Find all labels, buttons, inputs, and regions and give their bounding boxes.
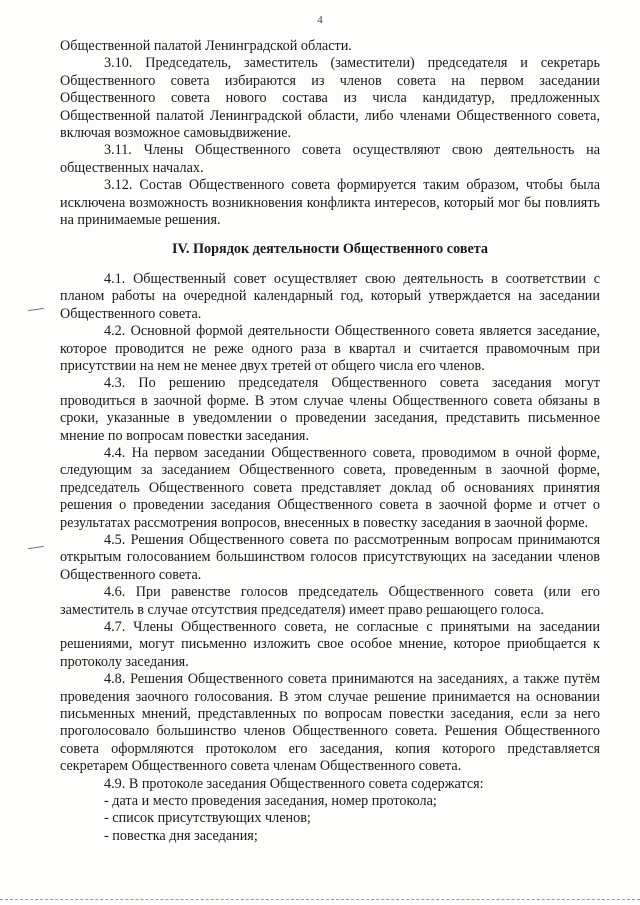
list-item: - список присутствующих членов; <box>104 810 311 827</box>
paragraph-4-3: 4.3. По решению председателя Общественного совета заседания могут проводиться в заочной форме. В этом случае члены Общественного совета обязаны в сроки, указанные в уведомлении о проведении заседания, представить письменное мнение по вопросам повестки заседания. <box>60 375 600 444</box>
page-number: 4 <box>317 14 323 26</box>
paragraph-4-1: 4.1. Общественный совет осуществляет свою деятельность в соответствии с планом работы на очередной календарный год, который утверждается на заседании Общественного совета. <box>60 270 600 322</box>
document-body <box>60 38 600 845</box>
paragraph-4-9: 4.9. В протоколе заседания Общественного совета содержатся: <box>104 775 484 792</box>
paragraph-4-7: 4.7. Члены Общественного совета, не согласные с принятыми на заседании решениями, могут письменно изложить свое особое мнение, которое приобщается к протоколу заседания. <box>60 619 600 670</box>
paragraph-4-6: 4.6. При равенстве голосов председатель Общественного совета (или его заместитель в случае отсутствия председателя) имеет право решающего голоса. <box>60 584 600 618</box>
paragraph-3-12: 3.12. Состав Общественного совета формируется таким образом, чтобы была исключена возможность возникновения конфликта интересов, который мог бы повлиять на принимаемые решения. <box>60 177 600 229</box>
list-item: - дата и место проведения заседания, номер протокола; <box>104 793 437 810</box>
margin-mark <box>28 308 44 312</box>
list-item: - повестка дня заседания; <box>104 827 258 844</box>
paragraph-4-5: 4.5. Решения Общественного совета по рассмотренным вопросам принимаются открытым голосованием большинством голосов присутствующих на заседании членов Общественного совета. <box>60 531 600 583</box>
lead-paragraph: Общественной палатой Ленинградской области. <box>60 38 352 54</box>
section-heading: IV. Порядок деятельности Общественного совета <box>171 241 489 258</box>
margin-mark <box>28 546 44 550</box>
paragraph-4-4: 4.4. На первом заседании Общественного совета, проводимом в очной форме, следующим за заседанием Общественного совета, проведенным в заочной форме, председатель Общественного совета представляет доклад об основаниях принятия решения о проведении заседания Общественного совета в заочной форме и отчет о результатах рассмотрения вопросов, внесенных в повестку заседания в заочной форме. <box>60 444 600 531</box>
paragraph-4-2: 4.2. Основной формой деятельности Общественного совета является заседание, которое проводится не реже одного раза в квартал и считается правомочным при присутствии на нем не менее двух третей от общего числа его членов. <box>60 323 600 374</box>
paragraph-4-8: 4.8. Решения Общественного совета принимаются на заседаниях, а также путём проведения заочного голосования. В этом случае решение принимается на основании письменных мнений, представленных по вопросам повестки заседания, если за него проголосовало большинство членов Общественного совета. Решения Общественного совета оформляются протоколом его заседания, копия которого представляется секретарем Общественного совета членам Общественного совета. <box>60 671 600 775</box>
paragraph-3-10: 3.10. Председатель, заместитель (заместители) председателя и секретарь Общественного совета избираются из членов совета на первом заседании Общественного совета нового состава из числа кандидатур, предложенных Общественной палатой Ленинградской области, либо членами Общественного совета, включая возможное самовыдвижение. <box>60 55 600 142</box>
page-bottom-border <box>0 899 640 901</box>
paragraph-3-11: 3.11. Члены Общественного совета осуществляют свою деятельность на общественных началах. <box>60 142 600 176</box>
